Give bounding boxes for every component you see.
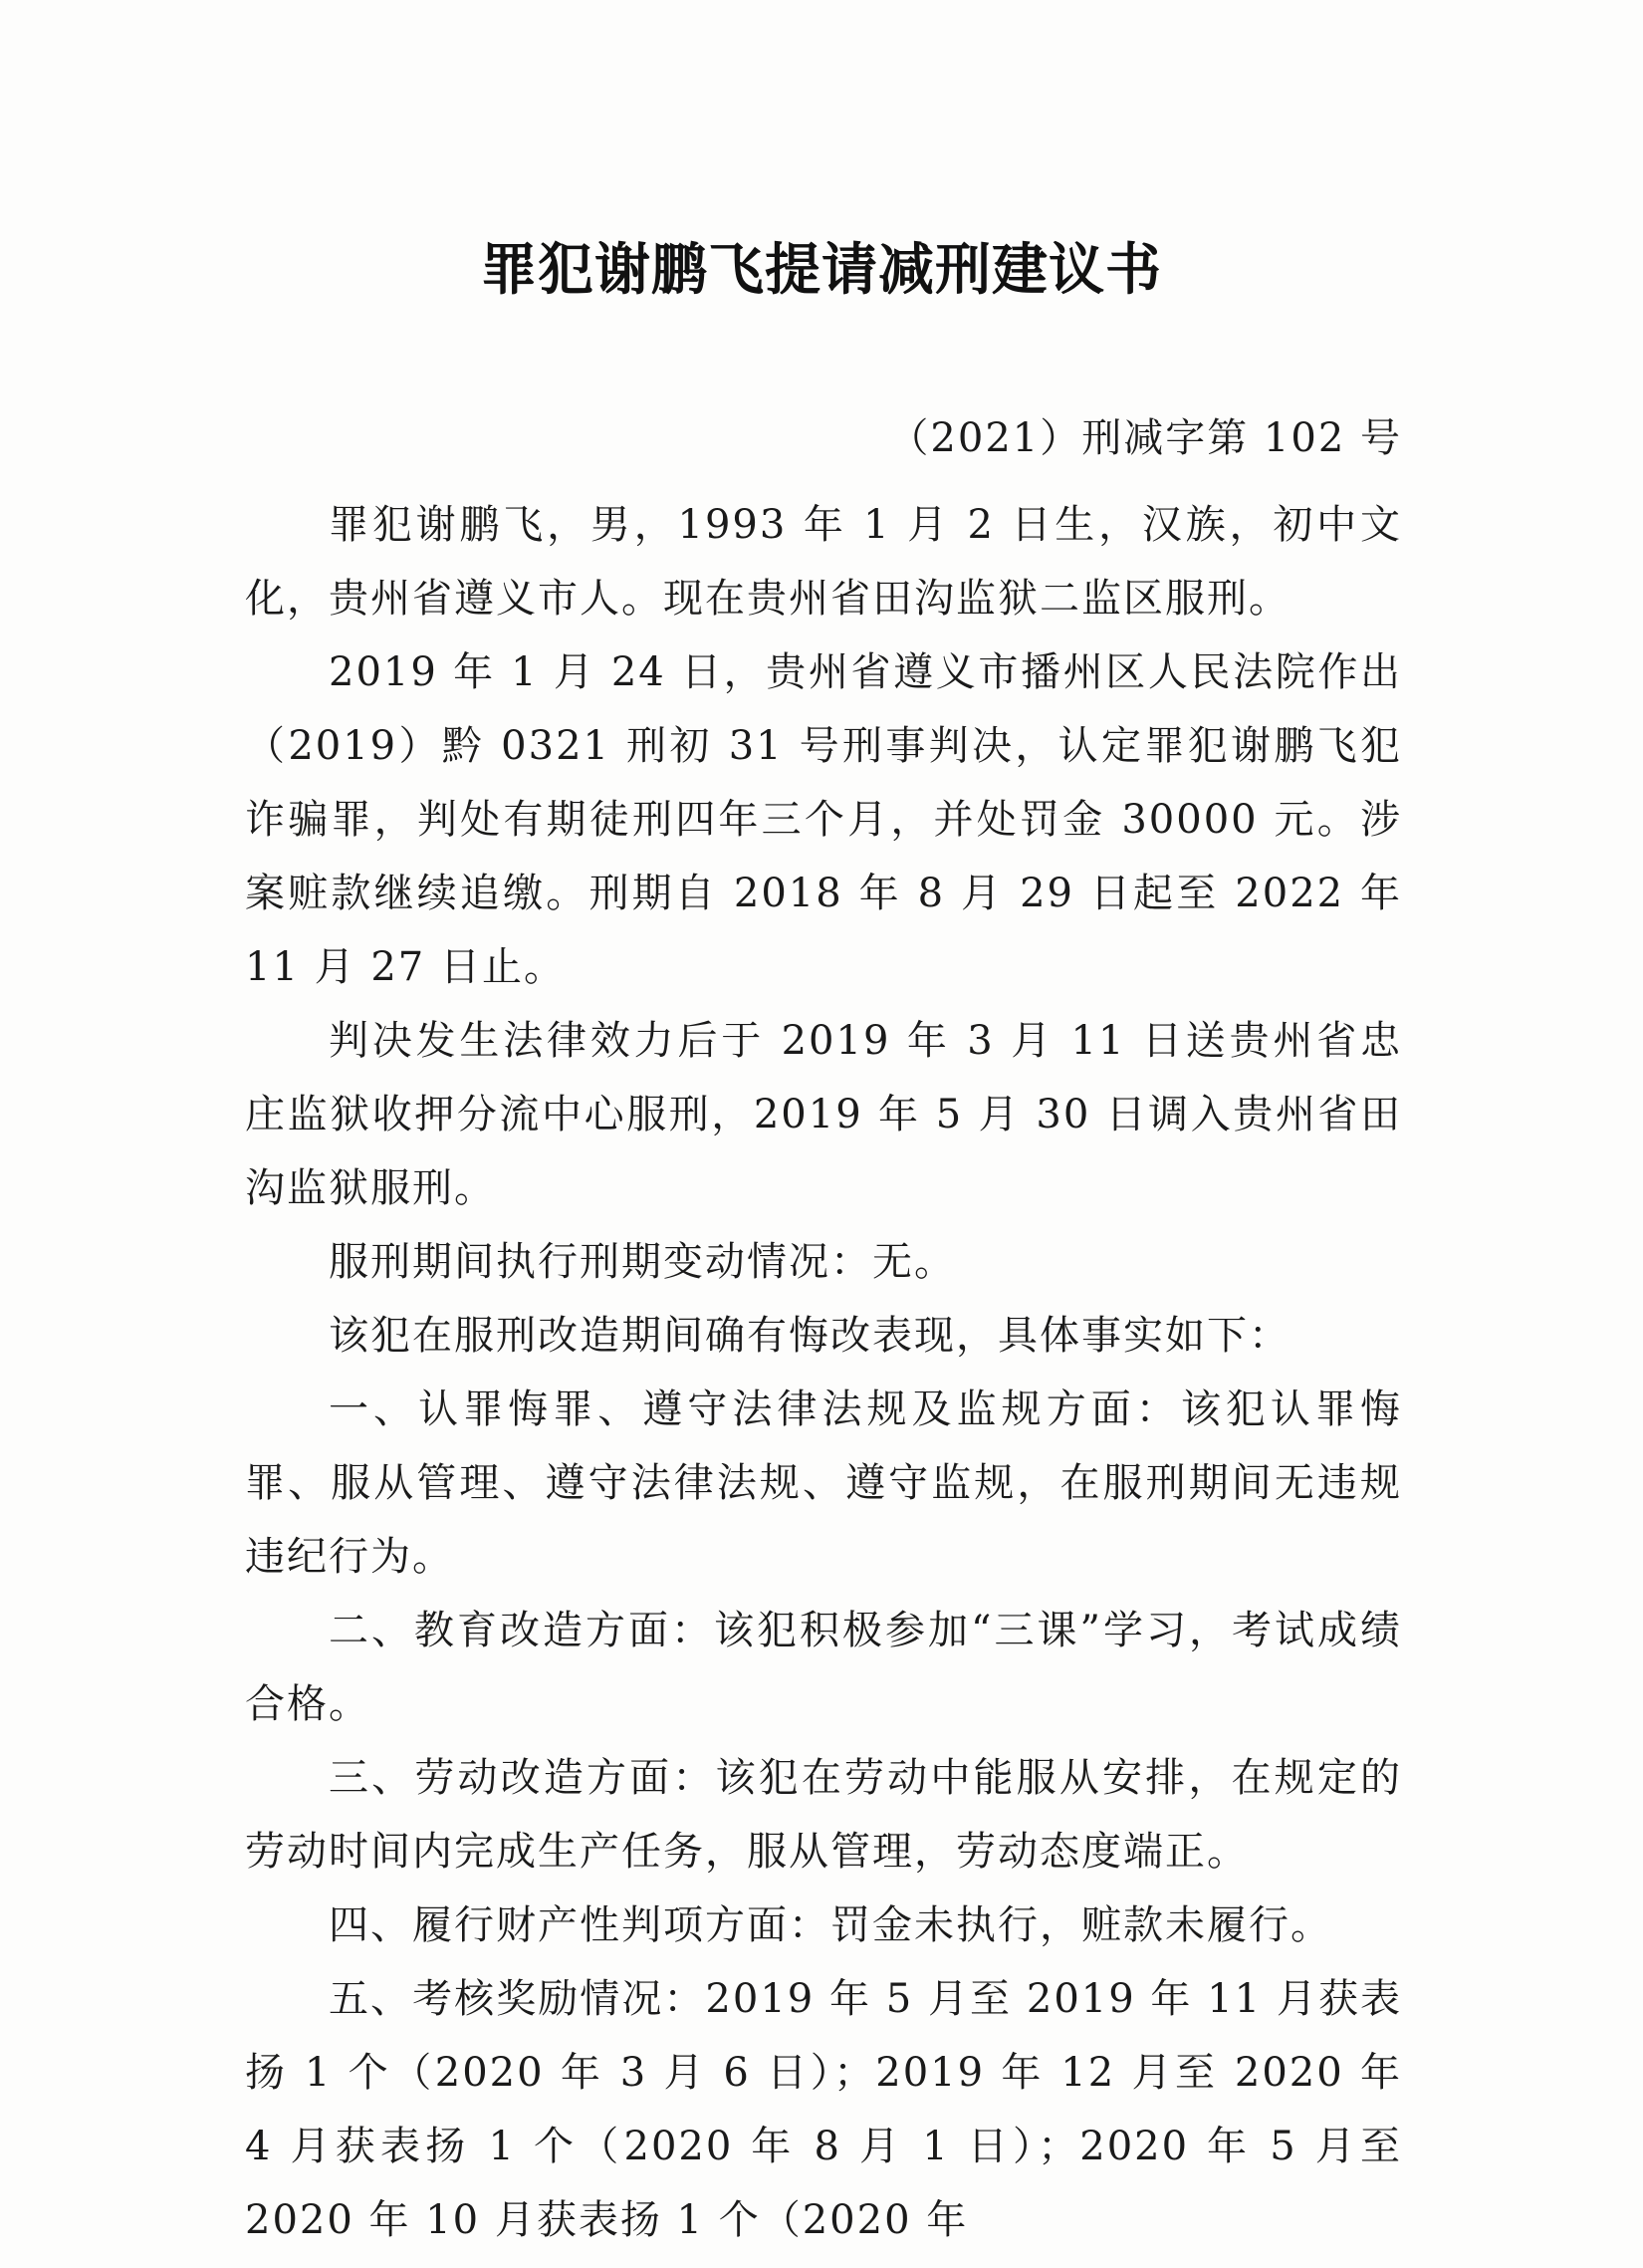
document-body (245, 488, 1402, 2257)
paragraph-fact-5: 五、考核奖励情况：2019 年 5 月至 2019 年 11 月获表扬 1 个（2020 年 3 月 6 日）；2019 年 12 月至 2020 年 4 月获表扬 1 个（2020 年 8 月 1 日）；2020 年 5 月至 2020 年 10 月获表扬 1 个（2020 年 (245, 1976, 1402, 2243)
paragraph-fact-1: 一、认罪悔罪、遵守法律法规及监规方面：该犯认罪悔罪、服从管理、遵守法律法规、遵守监规，在服刑期间无违规违纪行为。 (245, 1386, 1402, 1580)
paragraph-transfer: 判决发生法律效力后于 2019 年 3 月 11 日送贵州省忠庄监狱收押分流中心服刑，2019 年 5 月 30 日调入贵州省田沟监狱服刑。 (245, 1018, 1402, 1211)
paragraph-intro-facts: 该犯在服刑改造期间确有悔改表现，具体事实如下： (329, 1313, 1291, 1359)
paragraph-personal-info: 罪犯谢鹏飞，男，1993 年 1 月 2 日生，汉族，初中文化，贵州省遵义市人。现在贵州省田沟监狱二监区服刑。 (245, 502, 1402, 622)
document-title: 罪犯谢鹏飞提请减刑建议书 (481, 238, 1162, 303)
paragraph-fact-4: 四、履行财产性判项方面：罚金未执行，赃款未履行。 (329, 1902, 1332, 1948)
document-number: （2021）刑减字第 102 号 (888, 415, 1402, 461)
paragraph-sentence-change: 服刑期间执行刑期变动情况：无。 (329, 1239, 956, 1285)
paragraph-fact-3: 三、劳动改造方面：该犯在劳动中能服从安排，在规定的劳动时间内完成生产任务，服从管理，劳动态度端正。 (245, 1755, 1402, 1875)
paragraph-judgment: 2019 年 1 月 24 日，贵州省遵义市播州区人民法院作出（2019）黔 0321 刑初 31 号刑事判决，认定罪犯谢鹏飞犯诈骗罪，判处有期徒刑四年三个月，并处罚金 30000 元。涉案赃款继续追缴。刑期自 2018 年 8 月 29 日起至 2022 年 11 月 27 日止。 (245, 649, 1402, 990)
paragraph-fact-2: 二、教育改造方面：该犯积极参加“三课”学习，考试成绩合格。 (245, 1608, 1402, 1727)
